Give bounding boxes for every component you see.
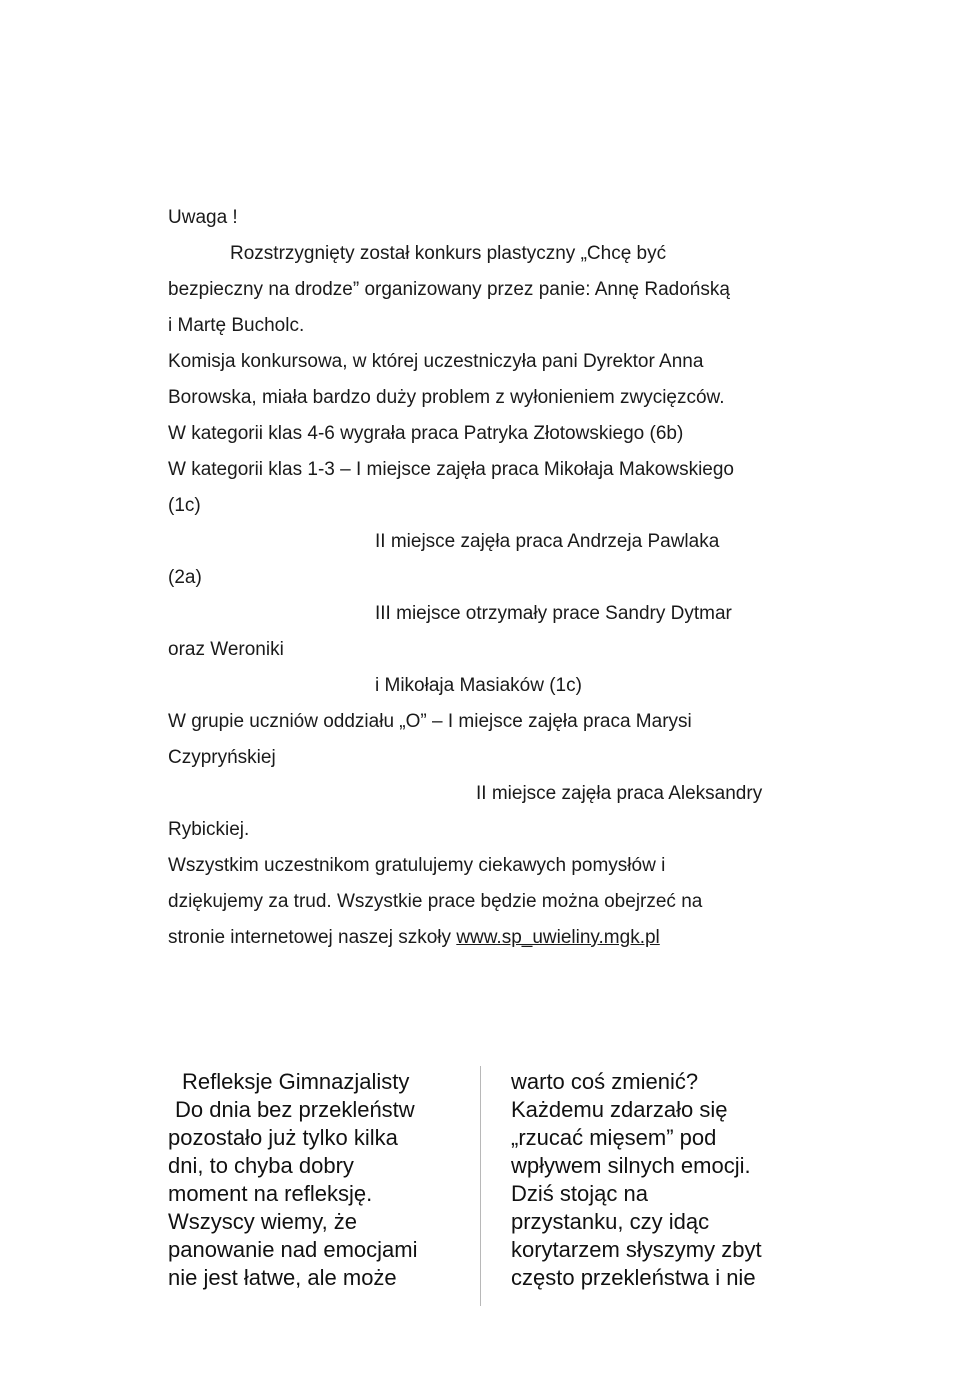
article-line: Każdemu zdarzało się <box>511 1097 728 1122</box>
article-line: moment na refleksję. <box>168 1181 373 1206</box>
school-website-link[interactable]: www.sp_uwieliny.mgk.pl <box>456 927 660 948</box>
article-line: pozostało już tylko kilka <box>168 1125 398 1150</box>
announcement-last-line <box>168 926 660 950</box>
article-line: wpływem silnych emocji. <box>511 1153 751 1178</box>
announcement-line: Rozstrzygnięty został konkurs plastyczny „Chcę być <box>230 243 667 264</box>
article-right-column <box>511 1068 762 1292</box>
announcement-line: oraz Weroniki <box>168 639 284 660</box>
column-divider <box>480 1066 481 1306</box>
announcement-line: bezpieczny na drodze” organizowany przez panie: Annę Radońską <box>168 279 730 300</box>
article-line: przystanku, czy idąc <box>511 1209 710 1234</box>
announcement-line: Czypryńskiej <box>168 747 276 768</box>
announcement-line: Wszystkim uczestnikom gratulujemy ciekawych pomysłów i <box>168 855 666 876</box>
article-line: Wszyscy wiemy, że <box>168 1209 358 1234</box>
article-left-column <box>168 1068 418 1292</box>
article-line: „rzucać mięsem” pod <box>511 1125 717 1150</box>
announcement-heading: Uwaga ! <box>168 207 238 228</box>
announcement-line: (1c) <box>168 495 201 516</box>
announcement-line: Rybickiej. <box>168 819 250 840</box>
announcement-line: dziękujemy za trud. Wszystkie prace będzie można obejrzeć na <box>168 891 703 912</box>
article-line: często przekleństwa i nie <box>511 1265 756 1290</box>
announcement-line: Komisja konkursowa, w której uczestniczyła pani Dyrektor Anna <box>168 351 704 372</box>
article-line: nie jest łatwe, ale może <box>168 1265 397 1290</box>
announcement-line: II miejsce zajęła praca Aleksandry <box>476 783 763 804</box>
announcement-line: i Martę Bucholc. <box>168 315 305 336</box>
announcement-line: W grupie uczniów oddziału „O” – I miejsce zajęła praca Marysi <box>168 711 692 732</box>
announcement-line-text: stronie internetowej naszej szkoły <box>168 927 457 948</box>
article-line: warto coś zmienić? <box>511 1069 699 1094</box>
article-line: korytarzem słyszymy zbyt <box>511 1237 762 1262</box>
announcement-line: III miejsce otrzymały prace Sandry Dytmar <box>375 603 732 624</box>
announcement-line: Borowska, miała bardzo duży problem z wyłonieniem zwycięzców. <box>168 387 725 408</box>
announcement-line: W kategorii klas 1-3 – I miejsce zajęła praca Mikołaja Makowskiego <box>168 459 735 480</box>
announcement-line: (2a) <box>168 567 202 588</box>
announcement-line: i Mikołaja Masiaków (1c) <box>375 675 582 696</box>
article-line: Dziś stojąc na <box>511 1181 648 1206</box>
article-title: Refleksje Gimnazjalisty <box>182 1069 410 1094</box>
article-line: panowanie nad emocjami <box>168 1237 418 1262</box>
announcement-line: W kategorii klas 4-6 wygrała praca Patryka Złotowskiego (6b) <box>168 423 684 444</box>
announcement-line: II miejsce zajęła praca Andrzeja Pawlaka <box>375 531 720 552</box>
article-subtitle: Do dnia bez przekleństw <box>175 1097 415 1122</box>
article-line: dni, to chyba dobry <box>168 1153 354 1178</box>
